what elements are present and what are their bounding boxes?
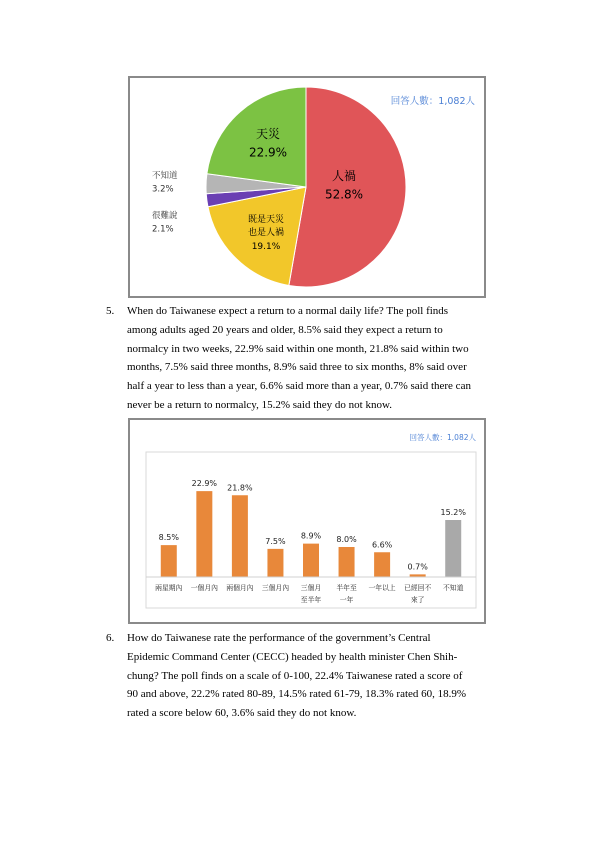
bar — [303, 544, 319, 577]
list-number: 5. — [106, 305, 115, 317]
slice-label: 也是人禍 — [247, 228, 285, 239]
slice-value-label: 3.2% — [152, 184, 174, 195]
slice-value-label: 22.9% — [248, 145, 288, 160]
x-tick-label: 不知道 — [443, 584, 464, 592]
slice-label: 人禍 — [331, 169, 357, 183]
text-line: Epidemic Command Center (CECC) headed by health minister Chen Shih- — [127, 650, 458, 663]
pie-chart-figure — [128, 76, 486, 298]
slice-value-label: 2.1% — [152, 224, 174, 235]
bar-chart — [130, 420, 484, 622]
x-tick-label: 已經回不 — [404, 584, 432, 592]
paragraph — [127, 629, 505, 723]
bar-value-label: 8.9% — [300, 531, 322, 541]
paragraph — [127, 302, 505, 415]
x-tick-label: 一年 — [339, 596, 354, 604]
bar-value-label: 8.5% — [158, 533, 179, 543]
bar-value-label: 0.7% — [407, 562, 428, 572]
slice-label: 既是天災 — [247, 215, 285, 225]
slice-value-label: 52.8% — [324, 187, 364, 202]
slice-label: 不知道 — [152, 171, 178, 181]
bar — [267, 549, 283, 577]
list-number: 6. — [106, 632, 115, 644]
bar-value-label: 7.5% — [265, 536, 286, 546]
x-tick-label: 三個月 — [300, 584, 322, 592]
pie-chart — [130, 78, 484, 296]
bar-value-label: 6.6% — [371, 540, 393, 550]
slice-label: 很難說 — [152, 211, 178, 221]
bar — [445, 520, 461, 577]
bar — [161, 545, 177, 577]
x-tick-label: 三個月內 — [261, 584, 290, 592]
bar — [339, 547, 355, 577]
x-tick-label: 兩個月內 — [226, 584, 254, 592]
bar-value-label: 8.0% — [336, 535, 357, 544]
bar-chart-figure — [128, 418, 486, 624]
slice-value-label: 19.1% — [251, 242, 281, 253]
respondents-label: 回答人數：1,082人 — [390, 96, 475, 107]
x-tick-label: 至半年 — [300, 596, 322, 604]
respondents-label: 回答人數：1,082人 — [409, 433, 476, 442]
text-line: never be a return to normalcy, 15.2% said they do not know. — [127, 398, 392, 411]
x-tick-label: 兩星期內 — [155, 584, 183, 592]
x-tick-label: 來了 — [410, 596, 425, 604]
bar — [232, 495, 248, 577]
text-line: normalcy in two weeks, 22.9% said within one month, 21.8% said within two — [127, 342, 469, 355]
text-line: 90 and above, 22.2% rated 80-89, 14.5% rated 61-79, 18.3% rated 60, 18.9% — [127, 688, 467, 701]
bar — [374, 552, 390, 577]
bar-value-label: 22.9% — [191, 479, 218, 489]
text-line: chung? The poll finds on a scale of 0-100, 22.4% Taiwanese rated a score of — [127, 669, 463, 682]
x-tick-label: 半年至 — [336, 584, 357, 592]
text-line: rated a score below 60, 3.6% said they do not know. — [127, 707, 357, 720]
text-line: months, 7.5% said three months, 8.9% said three to six months, 8% said over — [127, 361, 467, 374]
x-tick-label: 一年以上 — [368, 584, 396, 592]
bar-value-label: 21.8% — [227, 483, 253, 493]
bar — [196, 491, 212, 577]
slice-label: 天災 — [255, 127, 281, 141]
x-tick-label: 一個月內 — [190, 584, 218, 592]
text-line: How do Taiwanese rate the performance of the government’s Central — [127, 632, 431, 644]
text-line: When do Taiwanese expect a return to a normal daily life? The poll finds — [127, 305, 449, 317]
text-line: among adults aged 20 years and older, 8.5% said they expect a return to — [127, 323, 443, 336]
text-line: half a year to less than a year, 6.6% said more than a year, 0.7% said there can — [127, 380, 471, 393]
bar-value-label: 15.2% — [440, 508, 466, 517]
